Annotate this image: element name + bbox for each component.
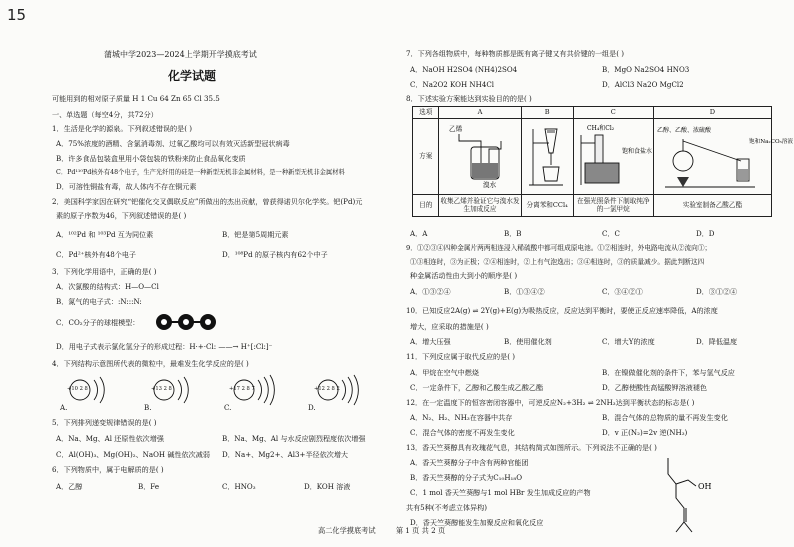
label-nacl: 饱和食盐水: [622, 148, 653, 156]
nucleus-b: +13 2 8: [151, 386, 172, 392]
q12-option-b: B．混合气体的总物质的量不再发生变化: [602, 413, 728, 422]
q7-option-b: B．MgO Na2SO4 HNO3: [602, 65, 690, 74]
q10-option-a: A．增大压强: [410, 337, 451, 346]
handwritten-number: 15: [7, 6, 27, 24]
q4-option-c: C.: [224, 403, 232, 412]
q8-option-a: A．A: [410, 229, 428, 238]
q5-option-c: C．Al(OH)₃、Mg(OH)₂、NaOH 碱性依次减弱: [56, 450, 210, 459]
q1-option-c: C．Pd¹¹⁰Pd核外有48个电子，生产光纤用的硅是一种新型无机非金属材料，是一种新型无机非金属材料: [56, 169, 345, 176]
geraniol-structure: [656, 452, 746, 536]
q2-option-d: D．¹⁰⁸Pd 的原子核内有62个中子: [222, 250, 328, 259]
q6-option-d: D．KOH 溶液: [304, 482, 351, 491]
q10-option-c: C．增大Y的浓度: [602, 337, 655, 346]
q11-option-b: B．在镍做催化剂的条件下，苯与氢气反应: [602, 368, 735, 377]
q10-option-d: D．降低温度: [696, 337, 738, 346]
q3-option-d: D．用电子式表示氯化氢分子的形成过程：H·+·Cl: ——→ H⁺[:Cl:]⁻: [56, 342, 273, 351]
q5-option-b: B．Na、Mg、Al 与水反应剧烈程度依次增强: [222, 434, 366, 443]
apparatus-d-esterification: [655, 119, 794, 191]
q6-option-b: B．Fe: [138, 482, 160, 491]
q6-option-a: A．乙醇: [56, 482, 83, 491]
subject-title: 化学试题: [168, 69, 217, 83]
scheme-d-cell: [653, 119, 794, 195]
q12-stem: 12．在一定温度下的恒容密闭容器中，可逆反应N₂+3H₂ ⇌ 2NH₃达到平衡状态的标志是( ): [406, 398, 695, 407]
q3-option-b: B．氮气的电子式：:N:::N:: [56, 297, 142, 306]
nucleus-a: +10 2 8: [67, 386, 88, 392]
q11-option-d: D．乙醇使酸性高锰酸钾溶液褪色: [602, 383, 707, 392]
q2-option-a: A．¹⁰²Pd 和 ¹⁰³Pd 互为同位素: [56, 230, 154, 239]
q4-option-a: A.: [60, 403, 68, 412]
q10-line-1: 10．已知反应2A(g) ⇌ 2Y(g)+E(g)为吸热反应，反应达到平衡时，要使正反应速率降低，A的浓度: [406, 306, 718, 315]
q12-option-c: C．混合气体的密度不再发生变化: [410, 428, 515, 437]
q1-option-b: B．许多食品包装盒里用小袋包装的铁粉来防止食品氧化变质: [56, 154, 246, 163]
table-row-purpose-label: 目的: [413, 195, 439, 217]
atomic-masses: 可能用到的相对原子质量 H 1 Cu 64 Zn 65 Cl 35.5: [52, 94, 220, 103]
section-title: 一、单选题（每空4分，共72分）: [52, 110, 158, 119]
footer-exam-name: 高二化学摸底考试: [318, 526, 376, 535]
q3-option-a: A．次氯酸的结构式：H—O—Cl: [56, 282, 159, 291]
scheme-a-cell: [439, 119, 521, 195]
q1-option-d: D．可溶性铜盐有毒，故人体内不存在铜元素: [56, 182, 197, 191]
q3-stem: 3．下列化学用语中，正确的是( ): [52, 267, 157, 276]
q7-option-c: C．Na2O2 KOH NH4Cl: [410, 80, 495, 89]
q8-stem: 8．下述实验方案能达到实验目的的是( ): [406, 94, 532, 103]
q7-option-d: D．AlCl3 Na2O MgCl2: [602, 80, 684, 89]
q8-option-c: C．C: [602, 229, 620, 238]
q4-stem: 4．下列结构示意图所代表的微粒中，最难发生化学反应的是( ): [52, 359, 249, 368]
q9-option-d: D．③①②④: [696, 287, 738, 296]
q10-option-b: B．使用催化剂: [504, 337, 552, 346]
q13-option-b: B．香天竺葵醇的分子式为C₁₀H₁₈O: [410, 473, 523, 482]
oh-label: OH: [698, 482, 712, 491]
q1-stem: 1．生活是化学的源泉。下列叙述错误的是( ): [52, 124, 192, 133]
q5-option-a: A．Na、Mg、Al 还原性依次增强: [56, 434, 164, 443]
q8-option-b: B．B: [504, 229, 522, 238]
apparatus-a-gas-collection: [441, 119, 519, 191]
nucleus-d: +12 2 8 2: [314, 386, 340, 392]
q13-option-a: A．香天竺葵醇分子中含有两种官能团: [410, 458, 529, 467]
q7-stem: 7．下列各组物质中，每种物质都是既有离子键又有共价键的一组是( ): [406, 49, 625, 58]
table-header-b: B: [521, 107, 573, 119]
q9-option-a: A．①③②④: [410, 287, 451, 296]
q12-option-a: A．N₂、H₂、NH₃在容器中共存: [410, 413, 513, 422]
q2-stem-1: 2．美国科学家因在研究“钯催化交叉偶联反应”所做出的杰出贡献，曾获得诺贝尔化学奖。钯(Pd)元: [52, 197, 363, 206]
experiment-table: [412, 106, 794, 217]
q13-option-d: D．香天竺葵醇能发生加聚反应和氧化反应: [410, 518, 544, 527]
purpose-a: 收集乙烯并验证它与溴水发生加成反应: [439, 195, 521, 217]
q7-option-a: A．NaOH H2SO4 (NH4)2SO4: [410, 65, 518, 74]
table-header-c: C: [573, 107, 653, 119]
q12-option-d: D．v 正(N₂)=2v 逆(NH₃): [602, 428, 688, 437]
page-footer: [318, 526, 463, 536]
q9-option-b: B．①③④②: [504, 287, 545, 296]
q11-stem: 11．下列反应属于取代反应的是( ): [406, 352, 516, 361]
q3-option-c: C．CO₂分子的球棍模型：: [56, 318, 140, 327]
nucleus-c: +17 2 8 7: [229, 386, 255, 392]
purpose-b: 分离苯和CCl₄: [521, 195, 573, 217]
q13-stem: 13．香天竺葵醇具有玫瑰花气息，其结构简式如图所示。下列说法不正确的是( ): [406, 443, 657, 452]
q6-option-c: C．HNO₃: [222, 482, 256, 491]
table-row-scheme-label: 方案: [413, 119, 439, 195]
q1-option-a: A．75%浓度的酒精、含氯消毒剂、过氧乙酸均可以有效灭活新型冠状病毒: [56, 139, 290, 148]
label-ch4-cl2: CH₄和Cl₂: [587, 125, 615, 133]
q4-option-d: D.: [308, 403, 316, 412]
q9-line-1: 9．①②③④四种金属片两两相连浸入稀硫酸中都可组成原电池。①②相连时，外电路电流从②流向①；: [406, 244, 712, 252]
q13-option-c-cont: 共有5种(不考虑立体异构): [406, 503, 487, 512]
apparatus-c-light-reaction: [575, 119, 651, 191]
footer-page-number: 第 1 页 共 2 页: [395, 526, 446, 535]
apparatus-b-separating-funnel: [523, 119, 571, 191]
q2-option-b: B．钯是第5周期元素: [222, 230, 289, 239]
purpose-c: 在强光照条件下制取纯净的一氯甲烷: [573, 195, 653, 217]
q9-line-2: ①③相连时，③为正极；②④相连时，②上有气泡逸出；③④相连时，③的质量减少。据此判断这四: [410, 258, 705, 266]
q10-line-2: 增大，应采取的措施是( ): [410, 322, 489, 331]
table-header-a: A: [439, 107, 521, 119]
school-line: 蒲城中学2023—2024上学期开学摸底考试: [104, 50, 257, 59]
q9-option-c: C．③④②①: [602, 287, 643, 296]
q4-option-b: B.: [144, 403, 152, 412]
q11-option-c: C．一定条件下，乙醇和乙酸生成乙酸乙酯: [410, 383, 544, 392]
label-na2co3: 饱和Na₂CO₃溶液: [749, 139, 794, 146]
scheme-b-cell: [521, 119, 573, 195]
table-header-d: D: [653, 107, 771, 119]
q2-option-c: C．Pd²⁺核外有48个电子: [56, 250, 137, 259]
q13-option-c: C．1 mol 香天竺葵醇与1 mol HBr 发生加成反应的产物: [410, 488, 591, 497]
q5-stem: 5．下列排列递变规律错误的是( ): [52, 418, 157, 427]
table-header-option: 选项: [413, 107, 439, 119]
q8-option-d: D．D: [696, 229, 715, 238]
scheme-c-cell: [573, 119, 653, 195]
co2-ball-stick-model: [154, 311, 218, 333]
q6-stem: 6．下列物质中，属于电解质的是( ): [52, 465, 164, 474]
q11-option-a: A．甲烷在空气中燃烧: [410, 368, 479, 377]
label-reagents: 乙醇、乙酸、浓硫酸: [657, 127, 712, 135]
q9-line-3: 种金属活动性由大到小的顺序是( ): [410, 271, 518, 280]
q2-stem-2: 素的原子序数为46，下列叙述错误的是( ): [56, 211, 187, 220]
label-ethene: 乙烯: [448, 125, 463, 134]
purpose-d: 实验室制备乙酸乙酯: [653, 195, 771, 217]
q5-option-d: D．Na+、Mg2+、Al3+半径依次增大: [222, 450, 349, 459]
label-bromine: 溴水: [482, 181, 497, 190]
